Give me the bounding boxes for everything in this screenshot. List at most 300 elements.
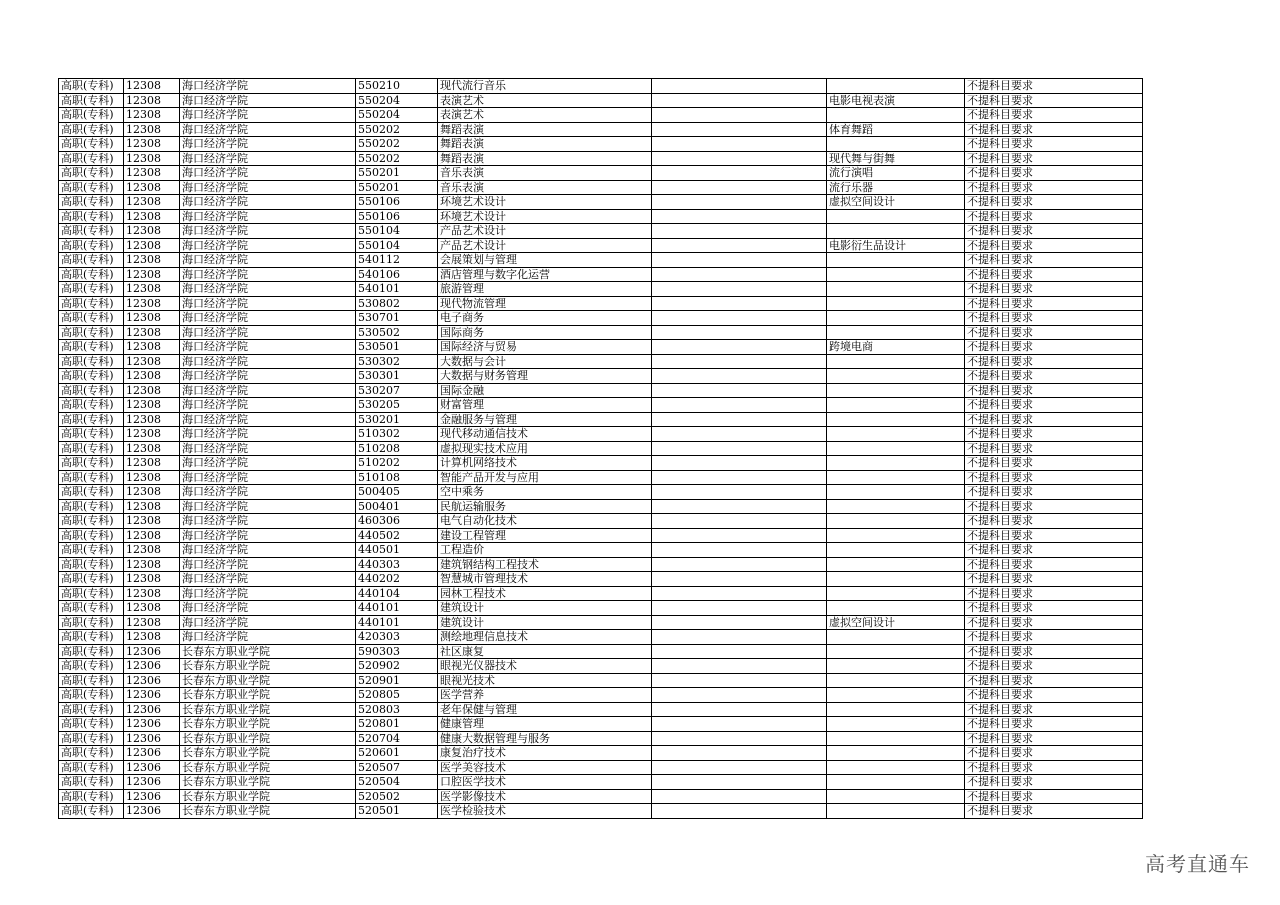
major-name-cell: 智能产品开发与应用 xyxy=(438,470,652,485)
major-code-cell: 510108 xyxy=(356,470,438,485)
level-cell: 高职(专科) xyxy=(59,717,124,732)
table-row xyxy=(59,514,1143,529)
table-row xyxy=(59,354,1143,369)
school-code-cell: 12308 xyxy=(124,296,180,311)
school-name-cell: 海口经济学院 xyxy=(180,514,356,529)
major-name-cell: 大数据与财务管理 xyxy=(438,369,652,384)
remark-cell xyxy=(652,209,827,224)
school-code-cell: 12308 xyxy=(124,398,180,413)
school-name-cell: 海口经济学院 xyxy=(180,166,356,181)
major-code-cell: 550202 xyxy=(356,122,438,137)
table-row xyxy=(59,296,1143,311)
school-name-cell: 海口经济学院 xyxy=(180,528,356,543)
major-code-cell: 500401 xyxy=(356,499,438,514)
school-code-cell: 12308 xyxy=(124,557,180,572)
school-name-cell: 海口经济学院 xyxy=(180,238,356,253)
school-code-cell: 12306 xyxy=(124,688,180,703)
major-code-cell: 510302 xyxy=(356,427,438,442)
major-code-cell: 520801 xyxy=(356,717,438,732)
school-name-cell: 海口经济学院 xyxy=(180,195,356,210)
major-name-cell: 电气自动化技术 xyxy=(438,514,652,529)
major-direction-cell: 电影衍生品设计 xyxy=(827,238,965,253)
level-cell: 高职(专科) xyxy=(59,369,124,384)
remark-cell xyxy=(652,543,827,558)
remark-cell xyxy=(652,499,827,514)
remark-cell xyxy=(652,253,827,268)
major-name-cell: 智慧城市管理技术 xyxy=(438,572,652,587)
school-code-cell: 12308 xyxy=(124,195,180,210)
remark-cell xyxy=(652,151,827,166)
major-name-cell: 金融服务与管理 xyxy=(438,412,652,427)
school-code-cell: 12308 xyxy=(124,340,180,355)
major-direction-cell xyxy=(827,369,965,384)
major-direction-cell xyxy=(827,325,965,340)
major-direction-cell xyxy=(827,543,965,558)
level-cell: 高职(专科) xyxy=(59,804,124,819)
school-code-cell: 12306 xyxy=(124,673,180,688)
school-name-cell: 长春东方职业学院 xyxy=(180,804,356,819)
subject-requirement-cell: 不提科目要求 xyxy=(965,485,1143,500)
school-name-cell: 长春东方职业学院 xyxy=(180,760,356,775)
remark-cell xyxy=(652,557,827,572)
major-name-cell: 国际经济与贸易 xyxy=(438,340,652,355)
school-code-cell: 12306 xyxy=(124,659,180,674)
major-name-cell: 医学营养 xyxy=(438,688,652,703)
table-row xyxy=(59,702,1143,717)
major-code-cell: 590303 xyxy=(356,644,438,659)
school-name-cell: 海口经济学院 xyxy=(180,572,356,587)
major-code-cell: 520805 xyxy=(356,688,438,703)
subject-requirement-cell: 不提科目要求 xyxy=(965,789,1143,804)
school-name-cell: 海口经济学院 xyxy=(180,630,356,645)
subject-requirement-cell: 不提科目要求 xyxy=(965,195,1143,210)
major-name-cell: 眼视光仪器技术 xyxy=(438,659,652,674)
major-code-cell: 530501 xyxy=(356,340,438,355)
major-direction-cell xyxy=(827,760,965,775)
school-code-cell: 12308 xyxy=(124,412,180,427)
level-cell: 高职(专科) xyxy=(59,93,124,108)
subject-requirement-cell: 不提科目要求 xyxy=(965,630,1143,645)
major-code-cell: 550204 xyxy=(356,93,438,108)
school-code-cell: 12308 xyxy=(124,485,180,500)
admission-subject-requirements-table xyxy=(58,78,1143,819)
remark-cell xyxy=(652,354,827,369)
level-cell: 高职(专科) xyxy=(59,615,124,630)
school-code-cell: 12308 xyxy=(124,93,180,108)
major-name-cell: 财富管理 xyxy=(438,398,652,413)
remark-cell xyxy=(652,441,827,456)
major-name-cell: 健康大数据管理与服务 xyxy=(438,731,652,746)
school-name-cell: 海口经济学院 xyxy=(180,151,356,166)
subject-requirement-cell: 不提科目要求 xyxy=(965,673,1143,688)
major-name-cell: 医学美容技术 xyxy=(438,760,652,775)
subject-requirement-cell: 不提科目要求 xyxy=(965,383,1143,398)
school-code-cell: 12308 xyxy=(124,470,180,485)
table-row xyxy=(59,717,1143,732)
remark-cell xyxy=(652,325,827,340)
major-code-cell: 550204 xyxy=(356,108,438,123)
major-direction-cell xyxy=(827,644,965,659)
table-row xyxy=(59,180,1143,195)
major-code-cell: 550210 xyxy=(356,79,438,94)
major-code-cell: 530302 xyxy=(356,354,438,369)
school-name-cell: 海口经济学院 xyxy=(180,456,356,471)
remark-cell xyxy=(652,383,827,398)
major-direction-cell: 流行乐器 xyxy=(827,180,965,195)
major-code-cell: 530802 xyxy=(356,296,438,311)
major-code-cell: 540106 xyxy=(356,267,438,282)
major-code-cell: 530201 xyxy=(356,412,438,427)
major-code-cell: 530502 xyxy=(356,325,438,340)
subject-requirement-cell: 不提科目要求 xyxy=(965,340,1143,355)
subject-requirement-cell: 不提科目要求 xyxy=(965,151,1143,166)
level-cell: 高职(专科) xyxy=(59,108,124,123)
table-row xyxy=(59,398,1143,413)
subject-requirement-cell: 不提科目要求 xyxy=(965,398,1143,413)
school-name-cell: 海口经济学院 xyxy=(180,180,356,195)
major-direction-cell xyxy=(827,253,965,268)
subject-requirement-cell: 不提科目要求 xyxy=(965,238,1143,253)
school-name-cell: 海口经济学院 xyxy=(180,137,356,152)
subject-requirement-cell: 不提科目要求 xyxy=(965,644,1143,659)
remark-cell xyxy=(652,412,827,427)
major-direction-cell: 虚拟空间设计 xyxy=(827,615,965,630)
subject-requirement-cell: 不提科目要求 xyxy=(965,224,1143,239)
major-direction-cell: 虚拟空间设计 xyxy=(827,195,965,210)
major-code-cell: 520601 xyxy=(356,746,438,761)
school-code-cell: 12308 xyxy=(124,456,180,471)
school-code-cell: 12308 xyxy=(124,122,180,137)
table-row xyxy=(59,456,1143,471)
level-cell: 高职(专科) xyxy=(59,224,124,239)
school-code-cell: 12308 xyxy=(124,427,180,442)
table-row xyxy=(59,746,1143,761)
major-name-cell: 舞蹈表演 xyxy=(438,122,652,137)
remark-cell xyxy=(652,267,827,282)
school-code-cell: 12308 xyxy=(124,166,180,181)
major-direction-cell xyxy=(827,659,965,674)
subject-requirement-cell: 不提科目要求 xyxy=(965,543,1143,558)
major-direction-cell xyxy=(827,717,965,732)
major-direction-cell xyxy=(827,673,965,688)
remark-cell xyxy=(652,238,827,253)
table-row xyxy=(59,688,1143,703)
subject-requirement-cell: 不提科目要求 xyxy=(965,804,1143,819)
level-cell: 高职(专科) xyxy=(59,688,124,703)
level-cell: 高职(专科) xyxy=(59,557,124,572)
subject-requirement-cell: 不提科目要求 xyxy=(965,499,1143,514)
subject-requirement-cell: 不提科目要求 xyxy=(965,93,1143,108)
remark-cell xyxy=(652,122,827,137)
school-code-cell: 12308 xyxy=(124,108,180,123)
major-code-cell: 550104 xyxy=(356,224,438,239)
remark-cell xyxy=(652,514,827,529)
table-row xyxy=(59,340,1143,355)
subject-requirement-cell: 不提科目要求 xyxy=(965,325,1143,340)
major-code-cell: 530701 xyxy=(356,311,438,326)
major-name-cell: 电子商务 xyxy=(438,311,652,326)
school-code-cell: 12308 xyxy=(124,325,180,340)
major-direction-cell xyxy=(827,354,965,369)
subject-requirement-cell: 不提科目要求 xyxy=(965,557,1143,572)
major-direction-cell xyxy=(827,775,965,790)
level-cell: 高职(专科) xyxy=(59,543,124,558)
table-row xyxy=(59,731,1143,746)
table-row xyxy=(59,630,1143,645)
table-row xyxy=(59,282,1143,297)
school-code-cell: 12308 xyxy=(124,224,180,239)
table-row xyxy=(59,79,1143,94)
table-row xyxy=(59,543,1143,558)
school-name-cell: 海口经济学院 xyxy=(180,615,356,630)
major-code-cell: 540112 xyxy=(356,253,438,268)
school-code-cell: 12308 xyxy=(124,383,180,398)
major-code-cell: 460306 xyxy=(356,514,438,529)
table-row xyxy=(59,804,1143,819)
table-row xyxy=(59,586,1143,601)
major-code-cell: 420303 xyxy=(356,630,438,645)
level-cell: 高职(专科) xyxy=(59,354,124,369)
remark-cell xyxy=(652,108,827,123)
school-name-cell: 海口经济学院 xyxy=(180,354,356,369)
subject-requirement-cell: 不提科目要求 xyxy=(965,456,1143,471)
major-name-cell: 老年保健与管理 xyxy=(438,702,652,717)
subject-requirement-cell: 不提科目要求 xyxy=(965,354,1143,369)
level-cell: 高职(专科) xyxy=(59,775,124,790)
school-code-cell: 12308 xyxy=(124,282,180,297)
table-row xyxy=(59,253,1143,268)
subject-requirement-cell: 不提科目要求 xyxy=(965,180,1143,195)
remark-cell xyxy=(652,572,827,587)
remark-cell xyxy=(652,702,827,717)
table-row xyxy=(59,195,1143,210)
school-name-cell: 海口经济学院 xyxy=(180,543,356,558)
remark-cell xyxy=(652,485,827,500)
table-row xyxy=(59,775,1143,790)
major-code-cell: 510202 xyxy=(356,456,438,471)
level-cell: 高职(专科) xyxy=(59,137,124,152)
major-code-cell: 550202 xyxy=(356,137,438,152)
major-name-cell: 产品艺术设计 xyxy=(438,224,652,239)
level-cell: 高职(专科) xyxy=(59,296,124,311)
school-name-cell: 海口经济学院 xyxy=(180,108,356,123)
school-name-cell: 长春东方职业学院 xyxy=(180,673,356,688)
major-code-cell: 550201 xyxy=(356,166,438,181)
table-row xyxy=(59,224,1143,239)
school-name-cell: 长春东方职业学院 xyxy=(180,731,356,746)
subject-requirement-cell: 不提科目要求 xyxy=(965,717,1143,732)
major-direction-cell xyxy=(827,137,965,152)
school-code-cell: 12308 xyxy=(124,572,180,587)
major-direction-cell xyxy=(827,441,965,456)
remark-cell xyxy=(652,311,827,326)
remark-cell xyxy=(652,630,827,645)
major-direction-cell xyxy=(827,456,965,471)
level-cell: 高职(专科) xyxy=(59,499,124,514)
major-direction-cell: 电影电视表演 xyxy=(827,93,965,108)
level-cell: 高职(专科) xyxy=(59,630,124,645)
remark-cell xyxy=(652,456,827,471)
table-row xyxy=(59,166,1143,181)
subject-requirement-cell: 不提科目要求 xyxy=(965,601,1143,616)
major-code-cell: 520704 xyxy=(356,731,438,746)
major-code-cell: 520901 xyxy=(356,673,438,688)
school-name-cell: 海口经济学院 xyxy=(180,122,356,137)
school-name-cell: 海口经济学院 xyxy=(180,325,356,340)
subject-requirement-cell: 不提科目要求 xyxy=(965,514,1143,529)
table-row xyxy=(59,311,1143,326)
remark-cell xyxy=(652,717,827,732)
table-row xyxy=(59,137,1143,152)
subject-requirement-cell: 不提科目要求 xyxy=(965,470,1143,485)
school-code-cell: 12308 xyxy=(124,514,180,529)
level-cell: 高职(专科) xyxy=(59,412,124,427)
major-direction-cell xyxy=(827,79,965,94)
major-direction-cell xyxy=(827,224,965,239)
school-code-cell: 12306 xyxy=(124,731,180,746)
major-name-cell: 表演艺术 xyxy=(438,108,652,123)
major-name-cell: 产品艺术设计 xyxy=(438,238,652,253)
school-code-cell: 12308 xyxy=(124,311,180,326)
major-name-cell: 国际金融 xyxy=(438,383,652,398)
school-code-cell: 12306 xyxy=(124,717,180,732)
remark-cell xyxy=(652,760,827,775)
major-direction-cell xyxy=(827,630,965,645)
level-cell: 高职(专科) xyxy=(59,746,124,761)
school-name-cell: 海口经济学院 xyxy=(180,369,356,384)
major-name-cell: 虚拟现实技术应用 xyxy=(438,441,652,456)
school-name-cell: 海口经济学院 xyxy=(180,311,356,326)
major-direction-cell xyxy=(827,311,965,326)
major-code-cell: 550202 xyxy=(356,151,438,166)
school-name-cell: 海口经济学院 xyxy=(180,282,356,297)
major-code-cell: 440101 xyxy=(356,601,438,616)
subject-requirement-cell: 不提科目要求 xyxy=(965,108,1143,123)
level-cell: 高职(专科) xyxy=(59,238,124,253)
level-cell: 高职(专科) xyxy=(59,267,124,282)
remark-cell xyxy=(652,673,827,688)
table-row xyxy=(59,615,1143,630)
watermark-brand-text: 高考直通车 xyxy=(1145,852,1250,876)
subject-requirement-cell: 不提科目要求 xyxy=(965,311,1143,326)
level-cell: 高职(专科) xyxy=(59,282,124,297)
table-row xyxy=(59,760,1143,775)
level-cell: 高职(专科) xyxy=(59,398,124,413)
remark-cell xyxy=(652,804,827,819)
school-name-cell: 海口经济学院 xyxy=(180,93,356,108)
major-direction-cell xyxy=(827,601,965,616)
table-row xyxy=(59,659,1143,674)
subject-requirement-cell: 不提科目要求 xyxy=(965,282,1143,297)
subject-requirement-cell: 不提科目要求 xyxy=(965,760,1143,775)
level-cell: 高职(专科) xyxy=(59,427,124,442)
major-name-cell: 计算机网络技术 xyxy=(438,456,652,471)
school-name-cell: 海口经济学院 xyxy=(180,470,356,485)
major-name-cell: 工程造价 xyxy=(438,543,652,558)
major-direction-cell xyxy=(827,470,965,485)
major-direction-cell xyxy=(827,688,965,703)
remark-cell xyxy=(652,427,827,442)
remark-cell xyxy=(652,166,827,181)
subject-requirement-cell: 不提科目要求 xyxy=(965,427,1143,442)
table-row xyxy=(59,369,1143,384)
major-code-cell: 550106 xyxy=(356,209,438,224)
major-code-cell: 520501 xyxy=(356,804,438,819)
school-name-cell: 海口经济学院 xyxy=(180,586,356,601)
table-row xyxy=(59,267,1143,282)
major-name-cell: 大数据与会计 xyxy=(438,354,652,369)
level-cell: 高职(专科) xyxy=(59,731,124,746)
table-row xyxy=(59,601,1143,616)
school-code-cell: 12308 xyxy=(124,137,180,152)
subject-requirement-cell: 不提科目要求 xyxy=(965,369,1143,384)
major-name-cell: 舞蹈表演 xyxy=(438,151,652,166)
school-code-cell: 12308 xyxy=(124,209,180,224)
major-name-cell: 园林工程技术 xyxy=(438,586,652,601)
major-name-cell: 医学检验技术 xyxy=(438,804,652,819)
major-direction-cell xyxy=(827,804,965,819)
major-code-cell: 440501 xyxy=(356,543,438,558)
school-name-cell: 海口经济学院 xyxy=(180,209,356,224)
major-name-cell: 社区康复 xyxy=(438,644,652,659)
level-cell: 高职(专科) xyxy=(59,79,124,94)
major-direction-cell xyxy=(827,282,965,297)
major-name-cell: 表演艺术 xyxy=(438,93,652,108)
school-code-cell: 12308 xyxy=(124,601,180,616)
school-name-cell: 海口经济学院 xyxy=(180,340,356,355)
school-name-cell: 海口经济学院 xyxy=(180,412,356,427)
school-name-cell: 海口经济学院 xyxy=(180,224,356,239)
major-name-cell: 舞蹈表演 xyxy=(438,137,652,152)
major-direction-cell xyxy=(827,514,965,529)
level-cell: 高职(专科) xyxy=(59,601,124,616)
subject-requirement-cell: 不提科目要求 xyxy=(965,296,1143,311)
school-name-cell: 长春东方职业学院 xyxy=(180,789,356,804)
level-cell: 高职(专科) xyxy=(59,340,124,355)
school-code-cell: 12308 xyxy=(124,586,180,601)
major-direction-cell: 体育舞蹈 xyxy=(827,122,965,137)
subject-requirement-cell: 不提科目要求 xyxy=(965,166,1143,181)
subject-requirement-cell: 不提科目要求 xyxy=(965,528,1143,543)
major-name-cell: 建筑钢结构工程技术 xyxy=(438,557,652,572)
major-name-cell: 环境艺术设计 xyxy=(438,195,652,210)
remark-cell xyxy=(652,659,827,674)
major-code-cell: 440104 xyxy=(356,586,438,601)
table-row xyxy=(59,485,1143,500)
school-code-cell: 12308 xyxy=(124,79,180,94)
school-code-cell: 12308 xyxy=(124,267,180,282)
subject-requirement-cell: 不提科目要求 xyxy=(965,775,1143,790)
school-code-cell: 12306 xyxy=(124,789,180,804)
major-name-cell: 现代物流管理 xyxy=(438,296,652,311)
subject-requirement-cell: 不提科目要求 xyxy=(965,702,1143,717)
school-name-cell: 海口经济学院 xyxy=(180,296,356,311)
major-direction-cell xyxy=(827,398,965,413)
subject-requirement-cell: 不提科目要求 xyxy=(965,441,1143,456)
major-code-cell: 550201 xyxy=(356,180,438,195)
school-code-cell: 12306 xyxy=(124,775,180,790)
school-name-cell: 海口经济学院 xyxy=(180,79,356,94)
table-row xyxy=(59,209,1143,224)
major-direction-cell xyxy=(827,108,965,123)
table-row xyxy=(59,673,1143,688)
remark-cell xyxy=(652,224,827,239)
school-name-cell: 海口经济学院 xyxy=(180,427,356,442)
level-cell: 高职(专科) xyxy=(59,195,124,210)
school-name-cell: 长春东方职业学院 xyxy=(180,644,356,659)
major-direction-cell xyxy=(827,557,965,572)
remark-cell xyxy=(652,296,827,311)
